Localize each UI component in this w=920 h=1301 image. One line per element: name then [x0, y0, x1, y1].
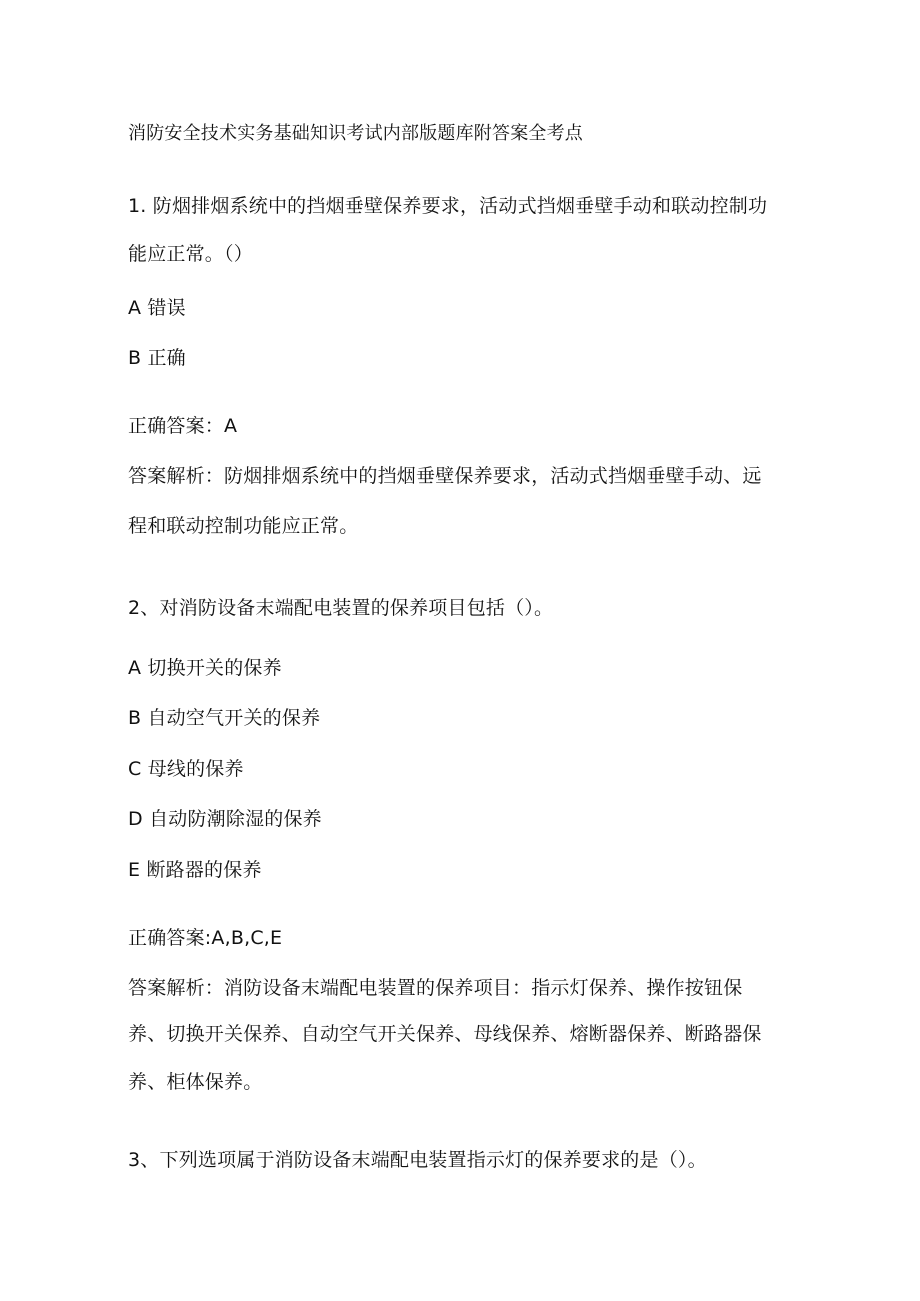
question-2-option-a: A 切换开关的保养	[128, 657, 282, 679]
question-2-answer: 正确答案:A,B,C,E	[128, 927, 283, 949]
question-2-explanation-line-2: 养、切换开关保养、自动空气开关保养、母线保养、熔断器保养、断路器保	[128, 1023, 762, 1045]
question-1-stem-line-1: 1. 防烟排烟系统中的挡烟垂壁保养要求，活动式挡烟垂壁手动和联动控制功	[128, 195, 768, 217]
question-2-explanation-line-3: 养、柜体保养。	[128, 1071, 263, 1093]
question-2-option-d: D 自动防潮除湿的保养	[128, 808, 322, 830]
question-1-explanation-line-1: 答案解析：防烟排烟系统中的挡烟垂壁保养要求，活动式挡烟垂壁手动、远	[128, 465, 762, 487]
question-3-stem-line-1: 3、下列选项属于消防设备末端配电装置指示灯的保养要求的是（）。	[128, 1149, 707, 1171]
question-1-explanation-line-2: 程和联动控制功能应正常。	[128, 515, 359, 537]
question-2-option-c: C 母线的保养	[128, 758, 244, 780]
document-title: 消防安全技术实务基础知识考试内部版题库附答案全考点	[128, 123, 583, 144]
question-1-stem-line-2: 能应正常。（）	[128, 243, 253, 265]
question-1-option-b: B 正确	[128, 347, 186, 369]
question-2-option-e: E 断路器的保养	[128, 859, 262, 881]
question-1-answer: 正确答案：A	[128, 415, 238, 437]
question-2-explanation-line-1: 答案解析：消防设备末端配电装置的保养项目：指示灯保养、操作按钮保	[128, 977, 743, 999]
question-1-option-a: A 错误	[128, 297, 186, 319]
question-2-option-b: B 自动空气开关的保养	[128, 707, 321, 729]
question-2-stem-line-1: 2、对消防设备末端配电装置的保养项目包括（）。	[128, 597, 554, 619]
